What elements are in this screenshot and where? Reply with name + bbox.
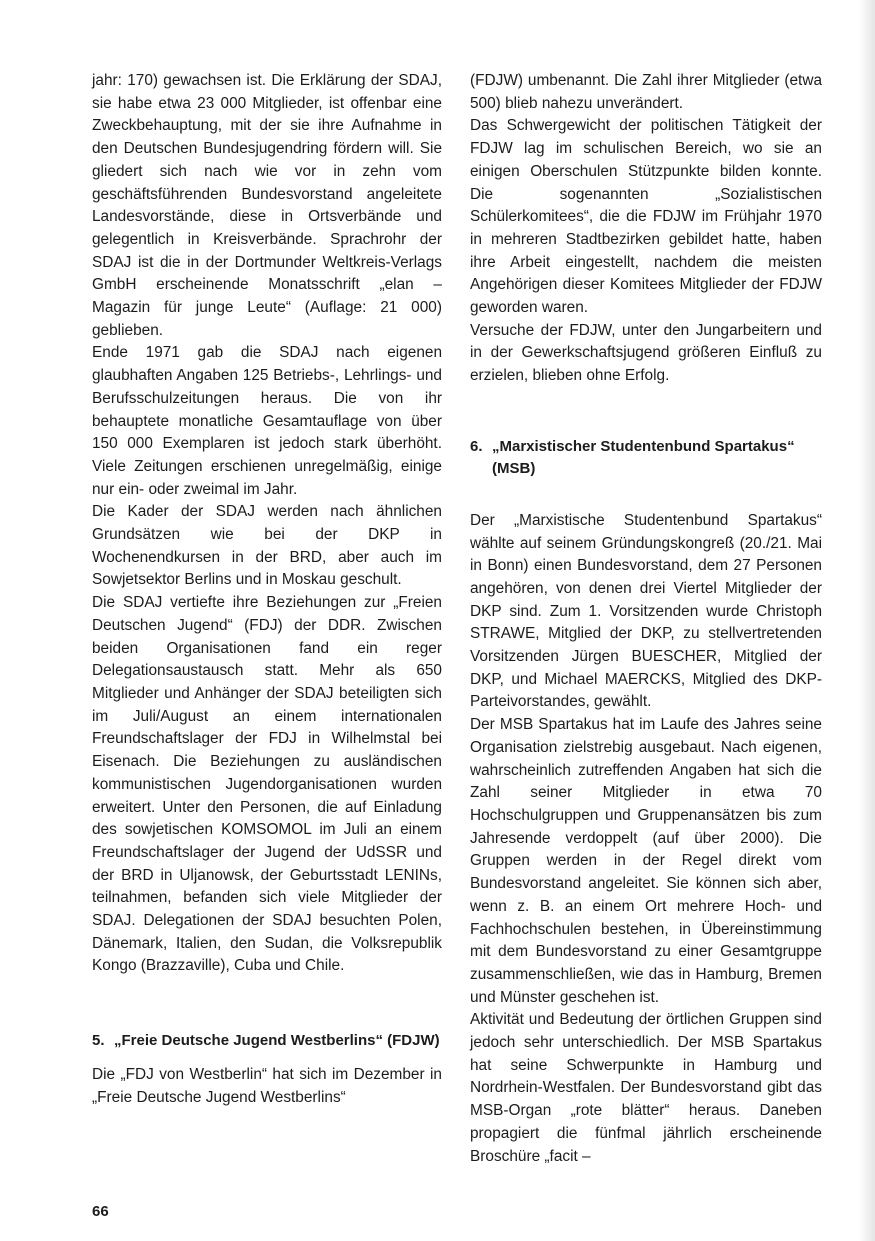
section-5-paragraph: Die „FDJ von Westberlin“ hat sich im Dezember in „Freie Deutsche Jugend Westberlins“ — [92, 1066, 442, 1106]
left-paragraph-2: Ende 1971 gab die SDAJ nach eigenen glaubhaften Angaben 125 Betriebs-, Lehrlings- und Berufsschulzeitungen heraus. Die von ihr behauptete monatliche Gesamtauflage von über 150 000 Exemplaren ist jedoch stark überhöht. Viele Zeitungen erschienen unregelmäßig, einige nur ein- oder zweimal im Jahr. — [92, 344, 442, 498]
right-column — [470, 70, 822, 1168]
left-paragraph-4: Die SDAJ vertiefte ihre Beziehungen zur „Freien Deutschen Jugend“ (FDJ) der DDR. Zwischen beiden Organisationen fand ein reger Delegationsaustausch statt. Mehr als 650 Mitglieder und Anhänger der SDAJ beteiligten sich im Juli/August an einem internationalen Freundschaftslager der FDJ in Wilhelmstal bei Eisenach. Die Beziehungen zu ausländischen kommunistischen Jugendorganisationen wurden erweitert. Unter den Personen, die auf Einladung des sowjetischen KOMSOMOL im Juli an einem Freundschaftslager der Jugend der UdSSR und der BRD in Uljanowsk, der Geburtsstadt LENINs, teilnahmen, befanden sich viele Mitglieder der SDAJ. Delegationen der SDAJ besuchten Polen, Dänemark, Italien, den Sudan, die Volksrepublik Kongo (Brazzaville), Cuba und Chile. — [92, 594, 442, 975]
section-5-title: „Freie Deutsche Jugend Westberlins“ (FDJW) — [114, 1032, 440, 1050]
section-6-title: „Marxistischer Studentenbund Spartakus“ (MSB) — [492, 437, 795, 477]
section-5-heading — [92, 1030, 442, 1052]
section-5-number: 5. — [92, 1032, 105, 1050]
right-paragraph-1: (FDJW) umbenannt. Die Zahl ihrer Mitglieder (etwa 500) blieb nahezu unverändert. — [470, 72, 822, 112]
right-paragraph-3: Versuche der FDJW, unter den Jungarbeitern und in der Gewerkschaftsjugend größeren Einfluß zu erzielen, blieben ohne Erfolg. — [470, 321, 822, 385]
section-6-paragraph-1: Der „Marxistische Studentenbund Spartakus“ wählte auf seinem Gründungskongreß (20./21. Mai in Bonn) einen Bundesvorstand, dem 27 Personen angehören, von denen drei Viertel Mitglieder der DKP sind. Zum 1. Vorsitzenden wurde Christoph STRAWE, Mitglied der DKP, zu stellvertretenden Vorsitzenden Jürgen BUESCHER, Mitglied der DKP, und Michael MAERCKS, Mitglied des DKP-Parteivorstandes, gewählt. — [470, 511, 822, 711]
section-6-paragraph-3: Aktivität und Bedeutung der örtlichen Gruppen sind jedoch sehr unterschiedlich. Der MSB Spartakus hat seine Schwerpunkte in Hamburg und Nordrhein-Westfalen. Der Bundesvorstand gibt das MSB-Organ „rote blätter“ heraus. Daneben propagiert die fünfmal jährlich erscheinende Broschüre „facit – — [470, 1011, 822, 1165]
left-paragraph-1: jahr: 170) gewachsen ist. Die Erklärung der SDAJ, sie habe etwa 23 000 Mitglieder, ist offenbar eine Zweckbehauptung, mit der sie ihre Aufnahme in den Deutschen Bundesjugendring fördern will. Sie gliedert sich nach wie vor in zehn vom geschäftsführenden Bundesvorstand angeleitete Landesvorstände, diese in Ortsverbände und gelegentlich in Kreisverbände. Sprachrohr der SDAJ ist die in der Dortmunder Weltkreis-Verlags GmbH erscheinende Monatsschrift „elan – Magazin für junge Leute“ (Auflage: 21 000) geblieben. — [92, 72, 442, 339]
section-6-heading — [470, 436, 822, 480]
left-paragraph-3: Die Kader der SDAJ werden nach ähnlichen Grundsätzen wie bei der DKP in Wochenendkursen in der BRD, aber auch im Sowjetsektor Berlins und in Moskau geschult. — [92, 503, 442, 589]
section-6-paragraph-2: Der MSB Spartakus hat im Laufe des Jahres seine Organisation zielstrebig ausgebaut. Nach eigenen, wahrscheinlich zutreffenden Angaben hat sich die Zahl seiner Mitglieder in etwa 70 Hochschulgruppen und Gruppenansätzen bis zum Jahresende verdoppelt (auf über 2000). Die Gruppen werden in der Regel direkt vom Bundesvorstand angeleitet. Sie können sich aber, wenn z. B. an einem Ort mehrere Hoch- und Fachhochschulen bestehen, in Übereinstimmung mit dem Bundesvorstand zu einer Gesamtgruppe zusammenschließen, wie das in Hamburg, Bremen und Münster geschehen ist. — [470, 716, 822, 1006]
page-edge-shadow — [859, 0, 875, 1241]
page-number: 66 — [92, 1203, 109, 1220]
section-6-number: 6. — [470, 437, 483, 455]
left-column — [92, 70, 442, 1110]
right-paragraph-2: Das Schwergewicht der politischen Tätigkeit der FDJW lag im schulischen Bereich, wo sie an einigen Oberschulen Stützpunkte bilden konnte. Die sogenannten „Sozialistischen Schülerkomitees“, die die FDJW im Frühjahr 1970 in mehreren Stadtbezirken gebildet hatte, haben ihre Arbeit eingestellt, nachdem die meisten Angehörigen dieser Komitees Mitglieder der FDJW geworden waren. — [470, 117, 822, 317]
